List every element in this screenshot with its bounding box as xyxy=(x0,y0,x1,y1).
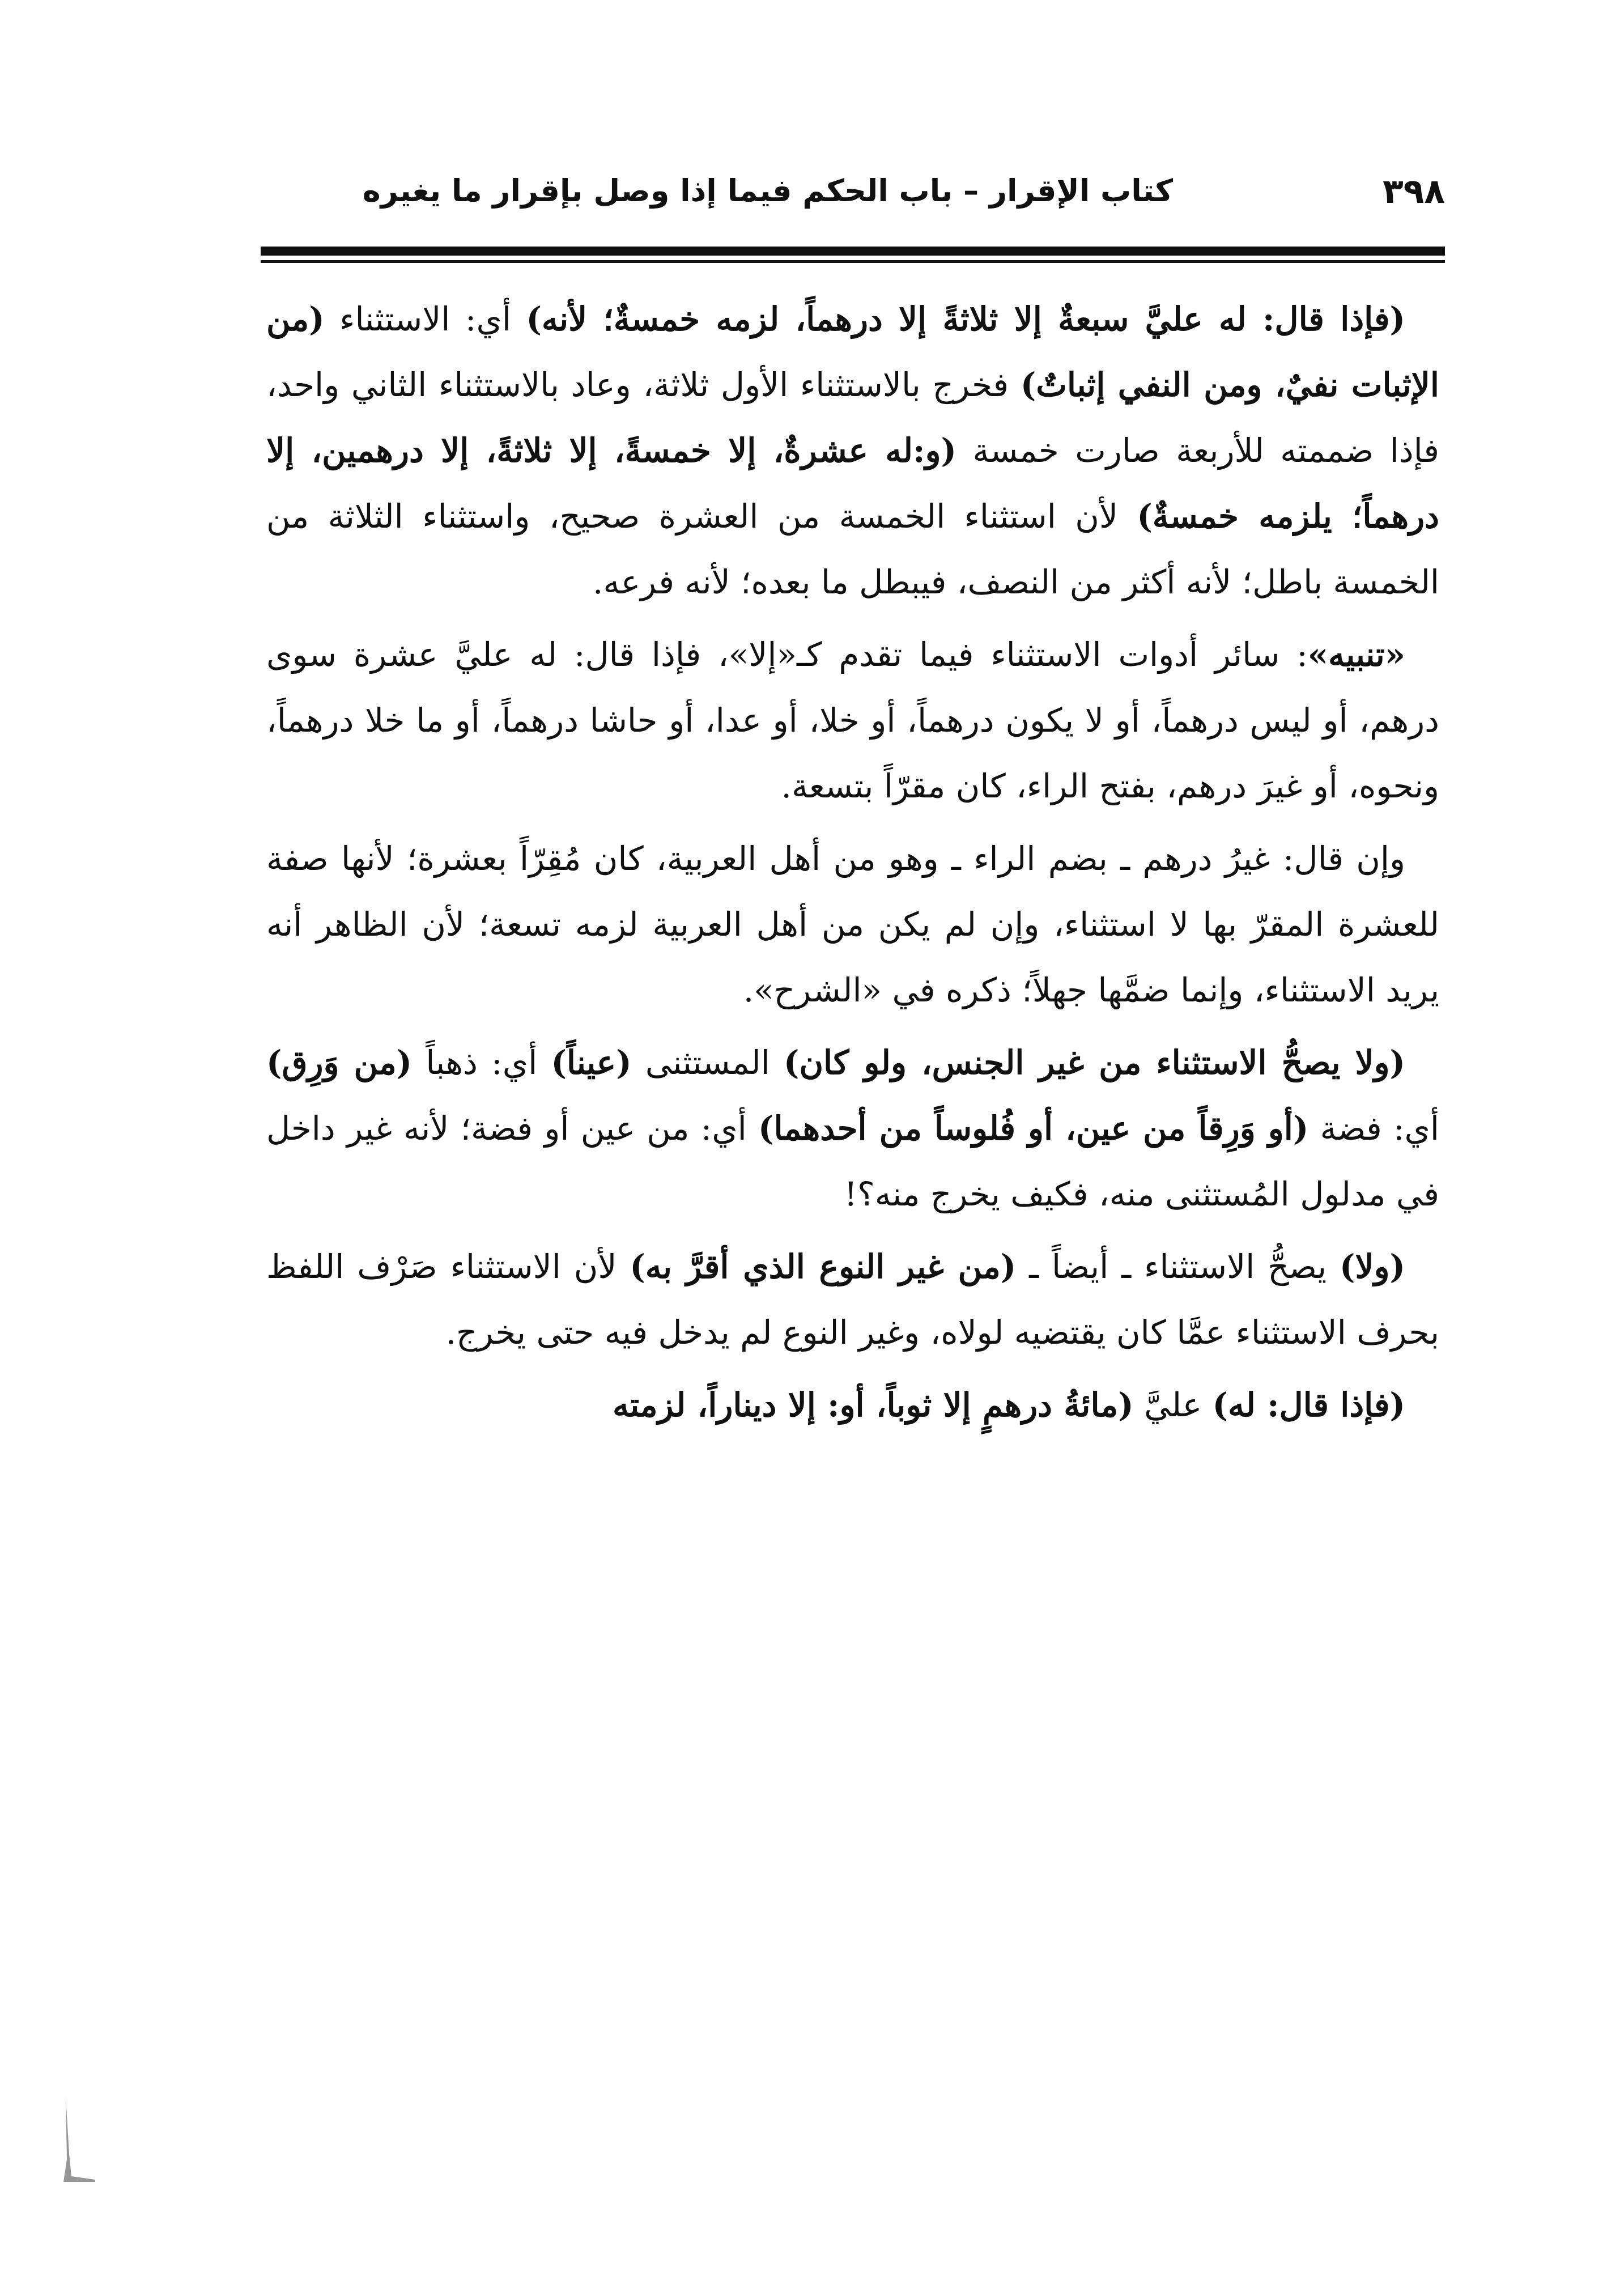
body-text xyxy=(266,286,1439,1438)
commentary-segment: وإن قال: غيرُ درهم ـ بضم الراء ـ وهو من أهل العربية، كان مُقِرّاً بعشرة؛ لأنها صفة للعشرة المقرّ بها لا استثناء، وإن لم يكن من أهل العربية لزمه تسعة؛ لأن الظاهر أنه يريد الاستثناء، وإنما ضمَّها جهلاً؛ ذكره في «الشرح». xyxy=(266,839,1439,1009)
bold-matn-segment: (من وَرِق) xyxy=(266,1043,413,1082)
commentary-segment: أي: فضة xyxy=(1308,1109,1440,1148)
commentary-segment: أي: الاستثناء xyxy=(324,300,526,338)
running-title: كتاب الإقرار – باب الحكم فيما إذا وصل بإقرار ما يغيره xyxy=(362,173,1173,209)
bold-matn-segment: (عيناً) xyxy=(551,1043,632,1082)
commentary-segment: لأن استثناء الخمسة من العشرة صحيح، واستثناء الثلاثة من الخمسة باطل؛ لأنه أكثر من النصف، فيبطل ما بعده؛ لأنه فرعه. xyxy=(266,497,1439,601)
bold-matn-segment: (من الإثبات نفيٌ، ومن النفي إثباتٌ) xyxy=(266,300,1439,404)
bold-matn-segment: (فإذا قال: له عليَّ سبعةٌ إلا ثلاثةً إلا درهماً، لزمه خمسةٌ؛ لأنه) xyxy=(526,300,1405,338)
paragraph xyxy=(266,1234,1439,1365)
bold-matn-segment: (من غير النوع الذي أقرَّ به) xyxy=(630,1247,1017,1286)
bold-matn-segment: (مائةُ درهمٍ إلا ثوباً، أو: إلا ديناراً، لزمته xyxy=(612,1386,1134,1424)
commentary-segment: المستثنى xyxy=(631,1043,784,1082)
running-header xyxy=(261,162,1445,224)
paragraph xyxy=(266,826,1439,1023)
commentary-segment: يصحُّ الاستثناء ـ أيضاً ـ xyxy=(1016,1247,1340,1286)
bold-matn-segment: (فإذا قال: له) xyxy=(1212,1386,1405,1424)
bold-matn-segment: (ولا يصحُّ الاستثناء من غير الجنس، ولو كان) xyxy=(784,1043,1405,1082)
commentary-segment: فخرج بالاستثناء الأول ثلاثة، وعاد بالاستثناء الثاني واحد، فإذا ضممته للأربعة صارت خمسة xyxy=(266,366,1439,470)
paragraph xyxy=(266,286,1439,615)
bold-matn-segment: (أو وَرِقاً من عين، أو فُلوساً من أحدهما) xyxy=(758,1109,1309,1148)
commentary-segment: عليَّ xyxy=(1133,1386,1213,1424)
commentary-segment: : سائر أدوات الاستثناء فيما تقدم كـ«إلا»، فإذا قال: له عليَّ عشرة سوى درهم، أو ليس درهماً، أو لا يكون درهماً، أو خلا، أو عدا، أو حاشا درهماً، أو ما خلا درهماً، ونحوه، أو غيرَ درهم، بفتح الراء، كان مقرّاً بتسعة. xyxy=(266,635,1439,805)
bold-matn-segment: (ولا) xyxy=(1340,1247,1405,1286)
paragraph xyxy=(266,1372,1439,1438)
commentary-segment: لأن الاستثناء صَرْف اللفظ بحرف الاستثناء عمَّا كان يقتضيه لولاه، وغير النوع لم يدخل فيه حتى يخرج. xyxy=(266,1247,1439,1352)
paragraph xyxy=(266,1030,1439,1227)
bold-matn-segment: (و:له عشرةٌ، إلا خمسةً، إلا ثلاثةً، إلا درهمين، إلا درهماً؛ يلزمه خمسةٌ) xyxy=(266,431,1439,536)
page-number: ٣٩٨ xyxy=(1383,172,1445,211)
bold-matn-segment: «تنبيه» xyxy=(1307,635,1405,674)
header-rule-thick xyxy=(261,247,1445,256)
commentary-segment: أي: ذهباً xyxy=(412,1043,551,1082)
header-rule-thin xyxy=(261,260,1445,263)
commentary-segment: أي: من عين أو فضة؛ لأنه غير داخل في مدلول المُستثنى منه، فكيف يخرج منه؟! xyxy=(266,1109,1439,1213)
paragraph xyxy=(266,622,1439,819)
binding-mark xyxy=(61,2097,95,2182)
